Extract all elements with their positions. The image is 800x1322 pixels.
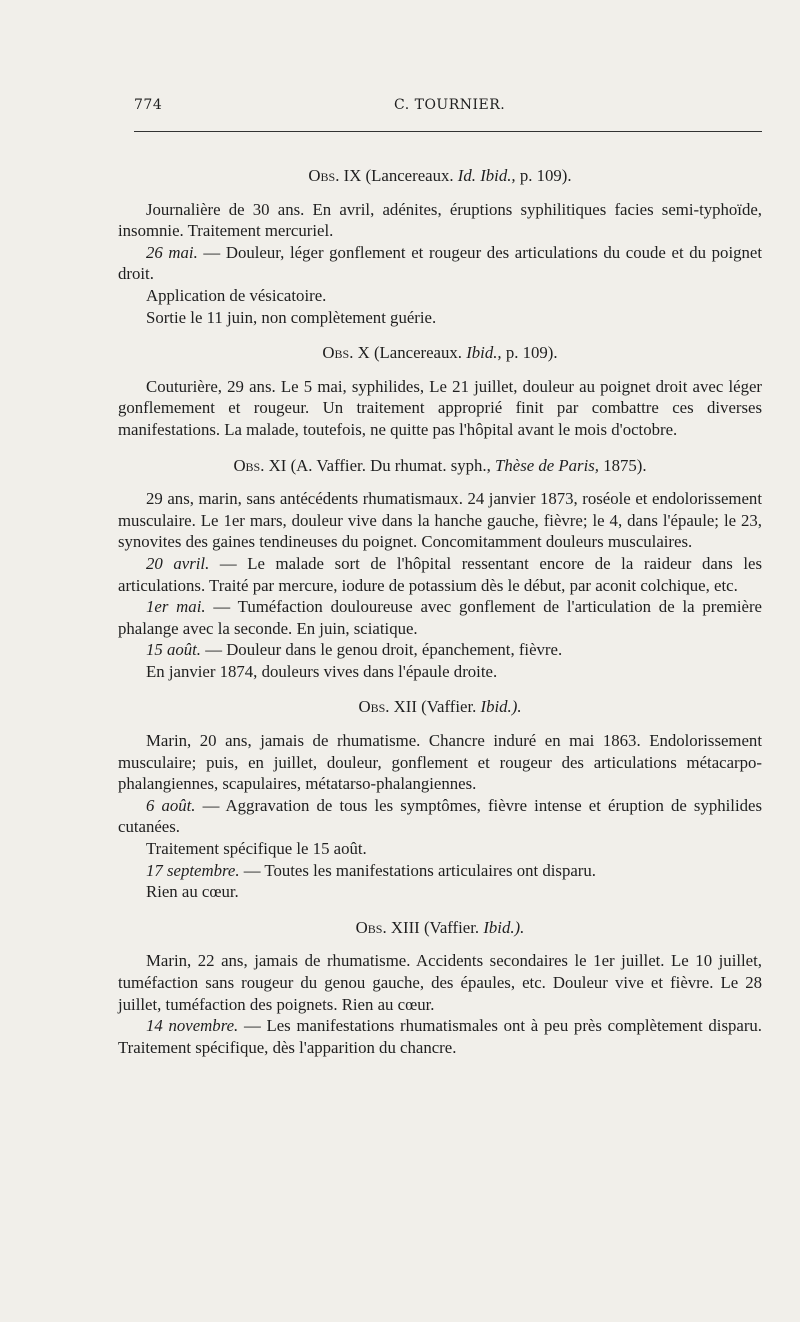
observation-title-it1: Id. <box>457 166 476 185</box>
paragraph-text: — Les manifestations rhumatismales ont à peu près complètement disparu. Traitement spécifique, dès l'apparition du chancre. <box>118 1016 762 1057</box>
observation-title-pre: (Vaffier. <box>423 917 480 937</box>
observation-title-label: Obs. <box>355 917 387 937</box>
paragraph <box>118 285 762 307</box>
paragraph <box>118 860 762 882</box>
observation-title-post: p. 109). <box>519 166 572 185</box>
observation-title-number: XII <box>393 697 417 717</box>
observation-section <box>118 342 762 440</box>
paragraph-text: — Douleur, léger gonflement et rougeur des articulations du coude et du poignet droit. <box>118 242 763 284</box>
paragraph-text: Sortie le 11 juin, non complètement guérie. <box>146 307 437 327</box>
paragraph-text: — Douleur dans le genou droit, épanchement, fièvre. <box>201 640 563 660</box>
observation-title <box>118 342 762 364</box>
paragraph-text: En janvier 1874, douleurs vives dans l'épaule droite. <box>146 661 498 681</box>
observation-title <box>118 696 762 718</box>
paragraph-text: — Toutes les manifestations articulaires ont disparu. <box>239 860 596 880</box>
observation-title-it2: Ibid.). <box>483 917 525 937</box>
paragraph-text: Journalière de 30 ans. En avril, adénites, éruptions syphilitiques facies semi-typhoïde, insomnie. Traitement mercuriel. <box>118 199 762 241</box>
observation-title-pre: (Lancereaux. <box>373 343 462 363</box>
observation-title-number: IX <box>343 166 362 185</box>
paragraph <box>118 950 762 1015</box>
paragraph-text: — Tuméfaction douloureuse avec gonflement de l'articulation de la première phalange avec la seconde. En juin, sciatique. <box>118 597 763 638</box>
observation-title-it2: Ibid.). <box>480 697 522 717</box>
observation-title-label: Obs. <box>358 697 390 717</box>
entry-date: 1er mai. <box>146 597 206 617</box>
observation-title-number: X <box>357 343 370 363</box>
paragraph <box>118 730 762 795</box>
document-body <box>118 165 762 1072</box>
paragraph-text: Traitement spécifique le 15 août. <box>146 839 367 859</box>
observation-title-number: XI <box>268 455 287 475</box>
paragraph <box>118 376 762 441</box>
page-number: 774 <box>134 97 163 113</box>
observation-title <box>118 455 762 477</box>
paragraph <box>118 488 762 553</box>
observation-title-label: Obs. <box>308 166 340 185</box>
paragraph-text: Marin, 20 ans, jamais de rhumatisme. Chancre induré en mai 1863. Endolorissement musculaire; puis, en juillet, douleur, gonflement et rougeur des articulations métacarpo-phalangiennes, scapulaires, métatarso-phalangiennes. <box>118 731 762 794</box>
paragraph <box>118 881 762 903</box>
paragraph-text: Marin, 22 ans, jamais de rhumatisme. Accidents secondaires le 1er juillet. Le 10 juillet, tuméfaction sans rougeur du genou gauche, des épaules, etc. Douleur vive et fièvre. Le 28 juillet, tuméfaction des poignets. Rien au cœur. <box>118 951 762 1014</box>
paragraph-text: — Le malade sort de l'hôpital ressentant encore de la raideur dans les articulations. Traité par mercure, iodure de potassium dès le début, par aconit colchique, etc. <box>118 553 762 595</box>
paragraph-text: 29 ans, marin, sans antécédents rhumatismaux. 24 janvier 1873, roséole et endolorissement musculaire. Le 1er mars, douleur vive dans la hanche gauche, fièvre; le 4, dans l'épaule; le 23, synovites des gaines tendineuses du poignet. Concomitamment douleurs musculaires. <box>118 489 762 552</box>
paragraph <box>118 199 762 242</box>
observation-title-it2: Thèse de Paris, <box>495 455 599 475</box>
observation-title-it2: Ibid., <box>466 343 502 363</box>
paragraph <box>118 639 762 661</box>
paragraph-text: — Aggravation de tous les symptômes, fièvre intense et éruption de syphilides cutanées. <box>118 795 762 837</box>
observation-title <box>118 917 762 939</box>
observation-title-post: p. 109). <box>505 343 558 363</box>
observation-title-pre: (A. Vaffier. Du rhumat. syph., <box>290 455 491 475</box>
observation-title <box>118 165 762 187</box>
entry-date: 14 novembre. <box>146 1016 239 1036</box>
entry-date: 20 avril. <box>146 553 210 573</box>
entry-date: 15 août. <box>146 640 202 660</box>
paragraph-text: Rien au cœur. <box>146 882 239 902</box>
observation-title-number: XIII <box>390 917 420 937</box>
paragraph <box>118 596 762 639</box>
observation-title-it2: Ibid., <box>480 166 516 185</box>
paragraph <box>118 553 762 596</box>
paragraph-text: Couturière, 29 ans. Le 5 mai, syphilides, Le 21 juillet, douleur au poignet droit avec léger gonflemement et rougeur. Un traitement approprié finit par combattre ces diverses manifestations. La malade, toutefois, ne quitte pas l'hôpital avant le mois d'octobre. <box>118 376 762 439</box>
paragraph <box>118 661 762 683</box>
observation-section <box>118 696 762 902</box>
observation-title-label: Obs. <box>233 455 265 475</box>
observation-section <box>118 165 762 328</box>
observation-title-label: Obs. <box>322 343 354 363</box>
observation-title-pre: (Lancereaux. <box>365 166 454 185</box>
paragraph <box>118 838 762 860</box>
running-title: C. TOURNIER. <box>394 97 506 113</box>
observation-section <box>118 917 762 1059</box>
entry-date: 26 mai. <box>146 242 198 262</box>
paragraph-text: Application de vésicatoire. <box>146 285 327 305</box>
entry-date: 17 septembre. <box>146 860 240 880</box>
entry-date: 6 août. <box>146 795 196 815</box>
paragraph <box>118 307 762 329</box>
header-rule <box>134 131 762 132</box>
paragraph <box>118 795 762 838</box>
paragraph <box>118 242 762 285</box>
paragraph <box>118 1015 762 1058</box>
observation-title-post: 1875). <box>603 455 647 475</box>
observation-title-pre: (Vaffier. <box>421 697 477 717</box>
page-header <box>134 97 762 121</box>
observation-section <box>118 455 762 683</box>
